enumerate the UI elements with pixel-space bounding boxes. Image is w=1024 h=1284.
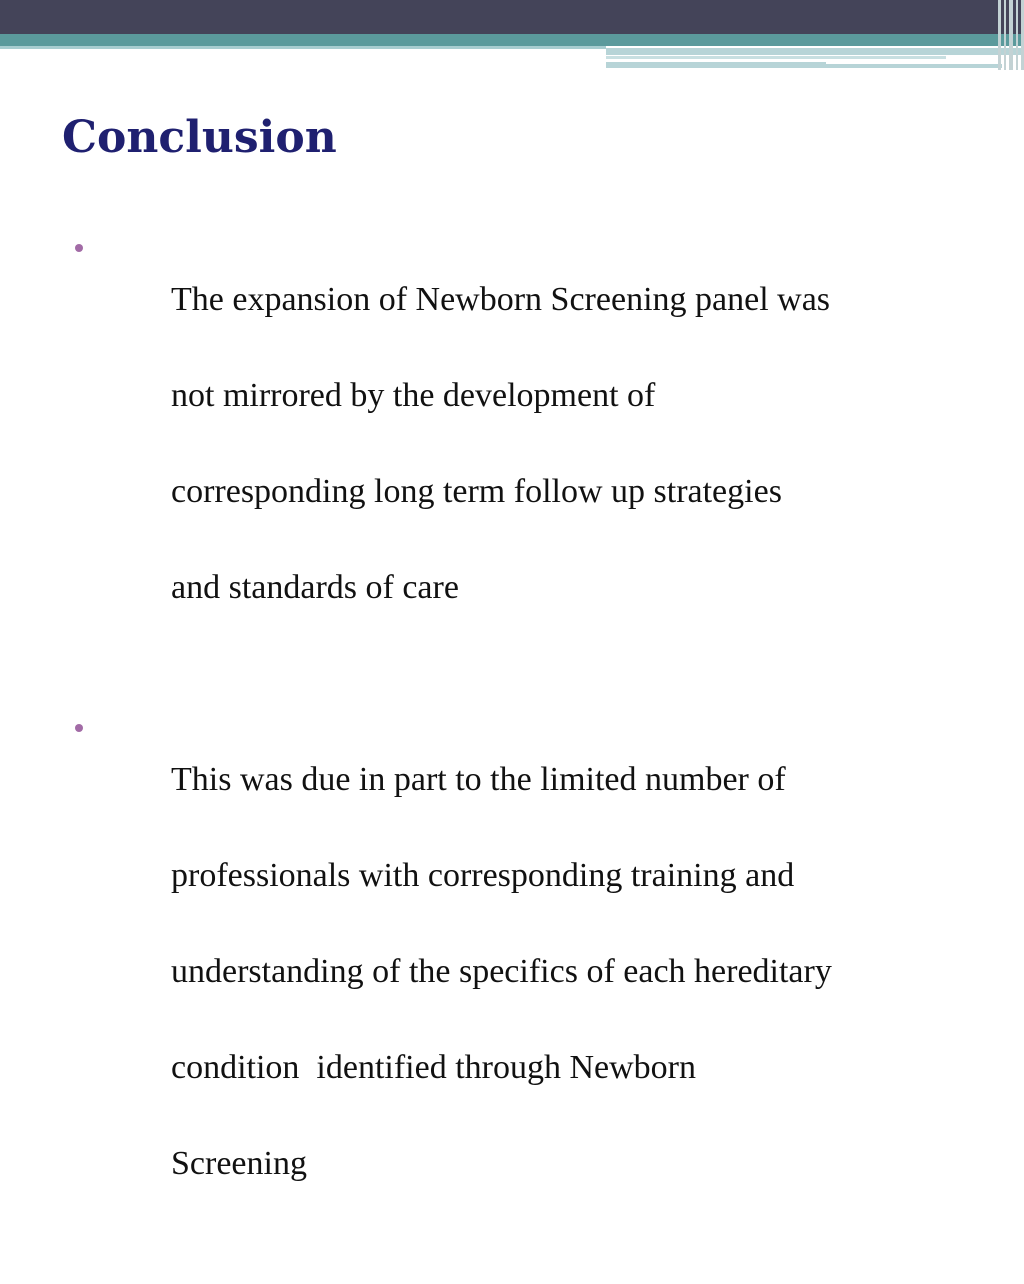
bullet-line: professionals with corresponding training and [171, 857, 795, 894]
header-rule [606, 62, 826, 68]
header-rule [606, 56, 946, 59]
bullet-dot-icon [75, 724, 83, 732]
bullet-text [103, 708, 975, 1236]
slide-title: Conclusion [62, 112, 337, 163]
bullet-line: The expansion of Newborn Screening panel was [171, 281, 831, 318]
header-band-teal [0, 34, 1024, 46]
bullet-dot-icon [75, 244, 83, 252]
bullet-line: condition identified through Newborn [171, 1049, 697, 1086]
bullet-text [103, 228, 975, 660]
header-band-dark [0, 0, 1024, 34]
bullet-line: not mirrored by the development of [171, 377, 656, 414]
bullet-line: Screening [171, 1145, 307, 1182]
header-rule [606, 48, 1024, 55]
bullet-item [75, 228, 975, 660]
bullet-line: corresponding long term follow up strategies [171, 473, 782, 510]
bullet-list [75, 228, 975, 1284]
bullet-line: This was due in part to the limited number of [171, 761, 786, 798]
bullet-line: understanding of the specifics of each hereditary [171, 953, 832, 990]
bullet-item [75, 708, 975, 1236]
header-rule [826, 64, 1002, 68]
header-band-teal-light [0, 46, 606, 49]
bullet-line: and standards of care [171, 569, 459, 606]
header-stripes [996, 0, 1024, 70]
